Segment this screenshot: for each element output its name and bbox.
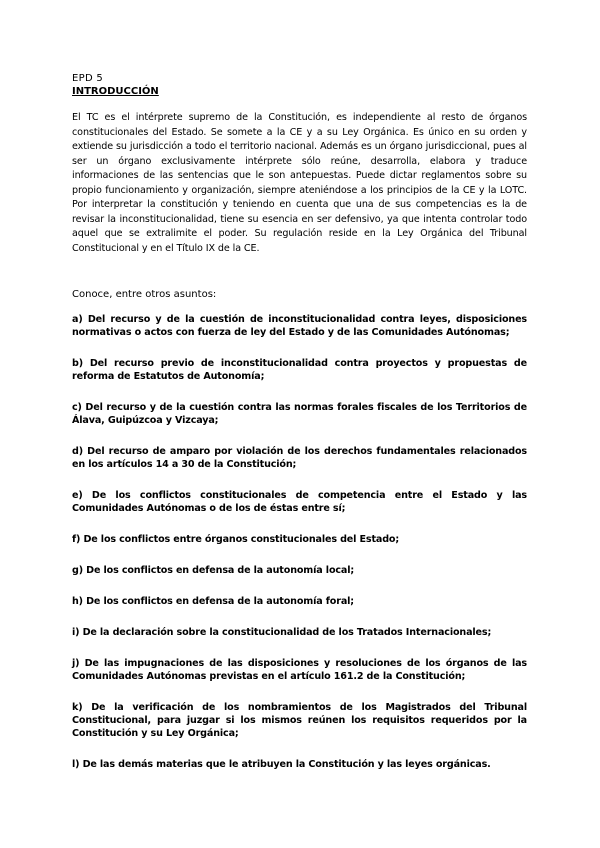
list-item: c) Del recurso y de la cuestión contra las normas forales fiscales de los Territorios de Álava, Guipúzcoa y Vizcaya; [72, 402, 527, 426]
document-page [72, 72, 527, 789]
list-item: d) Del recurso de amparo por violación de los derechos fundamentales relacionados en los artículos 14 a 30 de la Constitución; [72, 446, 527, 470]
list-item: e) De los conflictos constitucionales de competencia entre el Estado y las Comunidades Autónomas o de los de éstas entre sí; [72, 490, 527, 514]
list-item: j) De las impugnaciones de las disposiciones y resoluciones de los órganos de las Comunidades Autónomas previstas en el artículo 161.2 de la Constitución; [72, 658, 527, 682]
list-item: k) De la verificación de los nombramientos de los Magistrados del Tribunal Constitucional, para juzgar si los mismos reúnen los requisitos requeridos por la Constitución y su Ley Orgánica; [72, 702, 527, 739]
list-item: g) De los conflictos en defensa de la autonomía local; [72, 565, 355, 576]
list-item: b) Del recurso previo de inconstitucionalidad contra proyectos y propuestas de reforma de Estatutos de Autonomía; [72, 358, 527, 382]
list-lead-text: Conoce, entre otros asuntos: [72, 289, 217, 300]
list-item: h) De los conflictos en defensa de la autonomía foral; [72, 596, 354, 607]
list-item: i) De la declaración sobre la constitucionalidad de los Tratados Internacionales; [72, 627, 492, 638]
section-heading: INTRODUCCIÓN [72, 86, 159, 97]
list-item: l) De las demás materias que le atribuyen la Constitución y las leyes orgánicas. [72, 759, 491, 770]
list-item: a) Del recurso y de la cuestión de inconstitucionalidad contra leyes, disposiciones normativas o actos con fuerza de ley del Estado y de las Comunidades Autónomas; [72, 314, 527, 338]
intro-paragraph: El TC es el intérprete supremo de la Constitución, es independiente al resto de órganos constitucionales del Estado. Se somete a la CE y a su Ley Orgánica. Es único en su orden y extiende su jurisdicción a todo el territorio nacional. Además es un órgano jurisdiccional, pues al ser un órgano exclusivamente intérprete sólo reúne, desarrolla, elabora y traduce informaciones de las sentencias que le son antepuestas. Puede dictar reglamentos sobre su propio funcionamiento y organización, siempre ateniéndose a los principios de la CE y la LOTC. Por interpretar la constitución y teniendo en cuenta que una de sus competencias es la de revisar la inconstitucionalidad, tiene su esencia en ser defensivo, ya que intenta controlar todo aquel que se extralimite el poder. Su regulación reside en la Ley Orgánica del Tribunal Constitucional y en el Título IX de la CE. [72, 112, 527, 254]
document-code: EPD 5 [72, 73, 104, 84]
competences-list [72, 313, 527, 771]
list-item: f) De los conflictos entre órganos constitucionales del Estado; [72, 534, 400, 545]
